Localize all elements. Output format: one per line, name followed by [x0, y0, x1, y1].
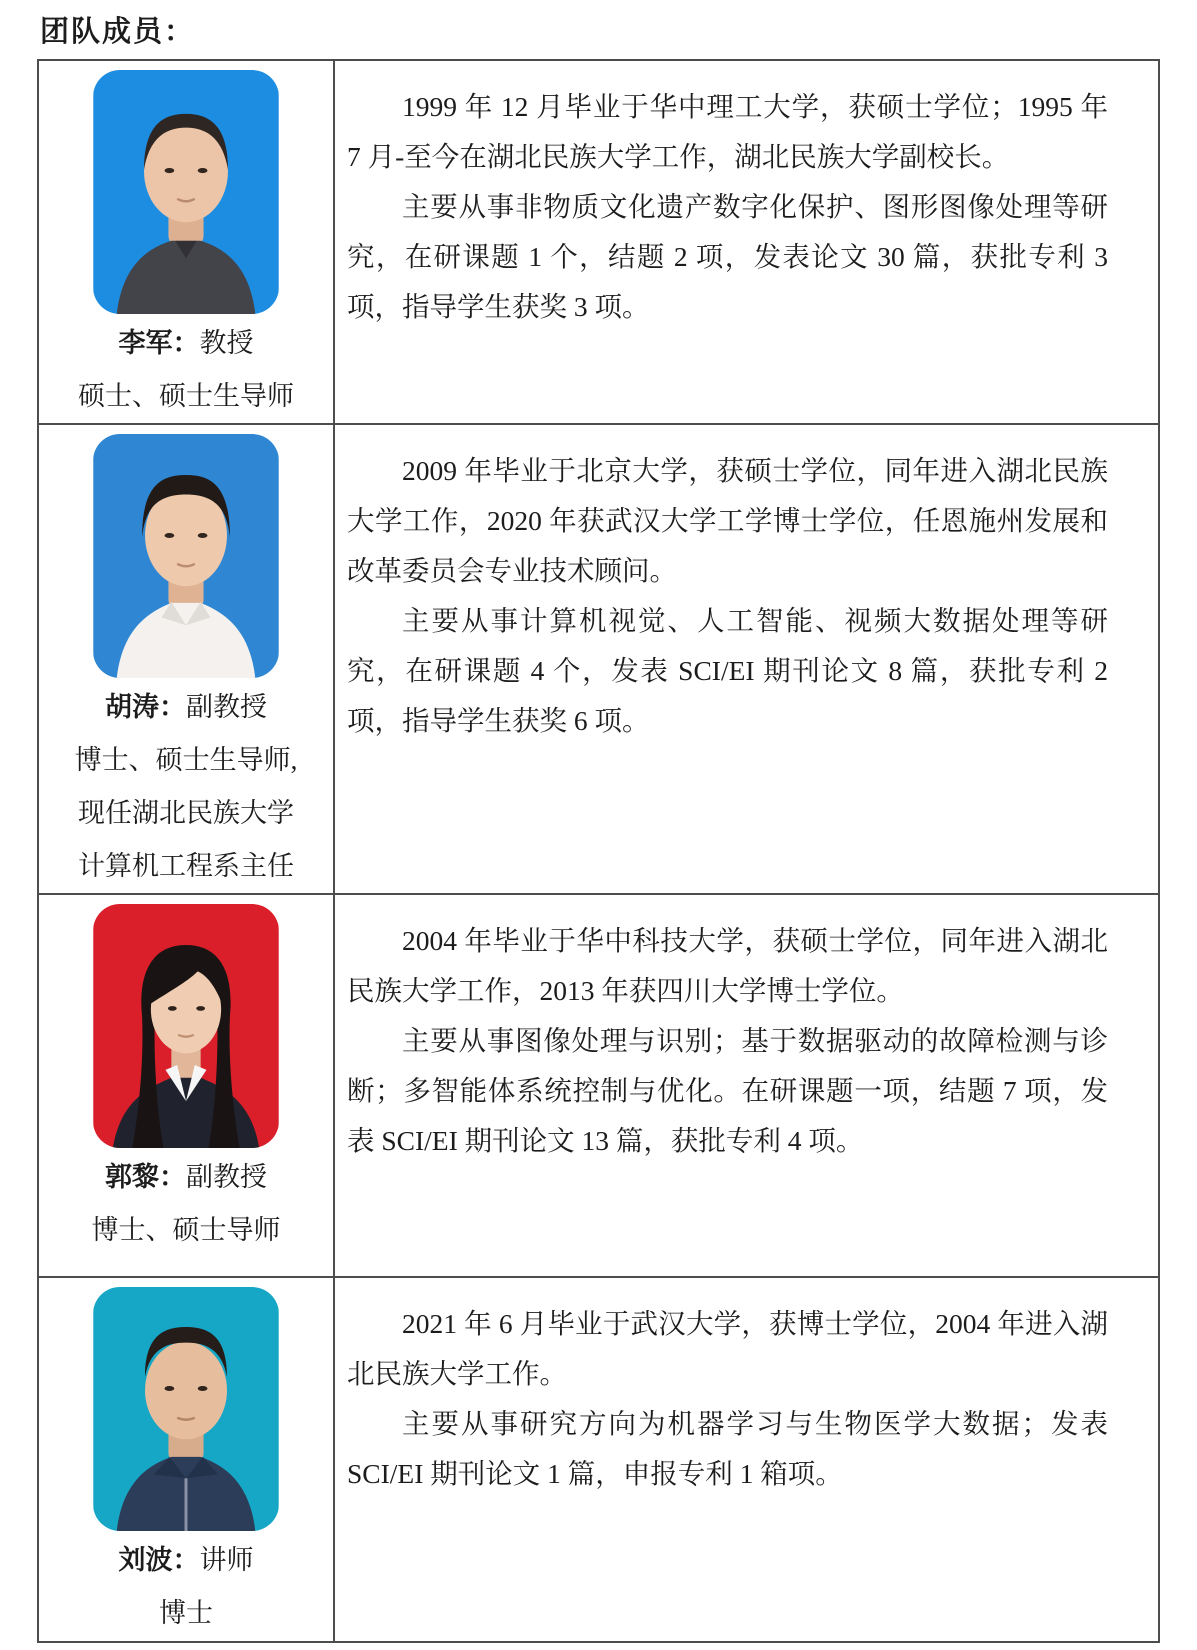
member-position: 现任湖北民族大学 — [78, 798, 294, 828]
member-degree: 博士、硕士导师 — [91, 1215, 281, 1245]
member-name-title — [39, 1534, 333, 1587]
member-rank: 教授 — [199, 328, 254, 358]
member-photo — [93, 1287, 279, 1531]
member-photo-cell — [39, 895, 335, 1276]
bio-paragraph: 主要从事计算机视觉、人工智能、视频大数据处理等研究，在研课题 4 个，发表 SCI/EI 期刊论文 8 篇，获批专利 2 项，指导学生获奖 6 项。 — [347, 605, 1108, 736]
member-photo — [93, 70, 279, 314]
portrait-woman-suit-icon — [93, 904, 279, 1148]
member-photo — [93, 904, 279, 1148]
team-members-table — [37, 59, 1160, 1643]
member-caption — [39, 1151, 333, 1257]
member-name: 郭黎： — [105, 1162, 186, 1192]
portrait-man-balding-icon — [93, 70, 279, 314]
table-row — [39, 893, 1158, 1276]
member-name: 李军： — [118, 328, 200, 358]
member-position: 计算机工程系主任 — [78, 851, 294, 881]
member-caption — [39, 1534, 333, 1640]
member-photo-cell — [39, 1278, 335, 1641]
member-name-title — [39, 1151, 333, 1204]
member-name: 胡涛： — [105, 692, 186, 722]
member-degree: 硕士、硕士生导师 — [78, 381, 294, 411]
member-caption — [39, 317, 333, 423]
table-row — [39, 1276, 1158, 1641]
member-photo — [93, 434, 279, 678]
bio-paragraph: 主要从事图像处理与识别；基于数据驱动的故障检测与诊断；多智能体系统控制与优化。在研课题一项，结题 7 项，发表 SCI/EI 期刊论文 13 篇，获批专利 4 项。 — [347, 1025, 1108, 1156]
bio-paragraph: 2004 年毕业于华中科技大学，获硕士学位，同年进入湖北民族大学工作，2013 年获四川大学博士学位。 — [347, 925, 1108, 1006]
bio-paragraph: 1999 年 12 月毕业于华中理工大学，获硕士学位；1995 年 7 月-至今在湖北民族大学工作，湖北民族大学副校长。 — [347, 91, 1108, 172]
member-bio-cell — [335, 61, 1158, 423]
member-degree: 博士、硕士生导师, — [74, 745, 298, 775]
bio-paragraph: 主要从事非物质文化遗产数字化保护、图形图像处理等研究，在研课题 1 个，结题 2 项，发表论文 30 篇，获批专利 3 项，指导学生获奖 3 项。 — [347, 191, 1108, 322]
portrait-man-white-shirt-icon — [93, 434, 279, 678]
bio-paragraph: 2009 年毕业于北京大学，获硕士学位，同年进入湖北民族大学工作，2020 年获武汉大学工学博士学位，任恩施州发展和改革委员会专业技术顾问。 — [347, 455, 1108, 586]
member-rank: 副教授 — [186, 1162, 267, 1192]
table-row — [39, 61, 1158, 423]
page-title: 团队成员： — [40, 16, 196, 48]
member-name: 刘波： — [118, 1545, 200, 1575]
member-rank: 讲师 — [199, 1545, 254, 1575]
table-row — [39, 423, 1158, 893]
member-rank: 副教授 — [186, 692, 267, 722]
member-name-title — [39, 317, 333, 370]
member-photo-cell — [39, 61, 335, 423]
bio-paragraph: 2021 年 6 月毕业于武汉大学，获博士学位，2004 年进入湖北民族大学工作。 — [347, 1308, 1108, 1389]
member-bio-cell — [335, 425, 1158, 893]
member-bio-cell — [335, 895, 1158, 1276]
member-photo-cell — [39, 425, 335, 893]
member-degree: 博士 — [159, 1598, 213, 1628]
member-name-title — [39, 681, 333, 734]
member-caption — [39, 681, 333, 893]
member-bio-cell — [335, 1278, 1158, 1641]
bio-paragraph: 主要从事研究方向为机器学习与生物医学大数据；发表 SCI/EI 期刊论文 1 篇，申报专利 1 箱项。 — [347, 1408, 1108, 1489]
portrait-man-zip-jacket-icon — [93, 1287, 279, 1531]
